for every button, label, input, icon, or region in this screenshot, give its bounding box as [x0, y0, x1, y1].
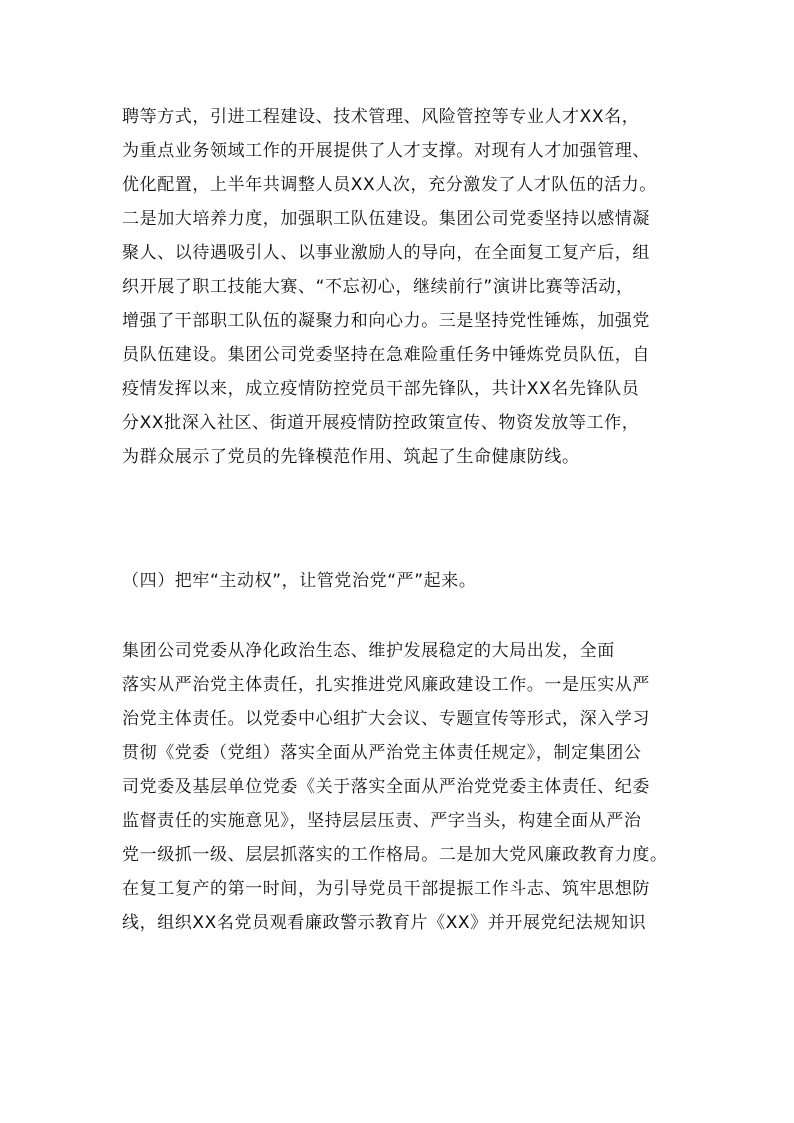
text-line: 疫情发挥以来，成立疫情防控党员干部先锋队，共计XX名先锋队员	[122, 379, 640, 399]
text-line: 落实从严治党主体责任，扎实推进党风廉政建设工作。一是压实从严	[122, 675, 650, 695]
text-line: 聘等方式，引进工程建设、技术管理、风险管控等专业人才XX名，	[122, 107, 640, 127]
text-line: 治党主体责任。以党委中心组扩大会议、专题宣传等形式，深入学习	[122, 709, 650, 729]
text-line: 为重点业务领域工作的开展提供了人才支撑。对现有人才加强管理、	[122, 141, 650, 161]
text-line: 分XX批深入社区、街道开展疫情防控政策宣传、物资发放等工作，	[122, 413, 640, 433]
text-line: 监督责任的实施意见》，坚持层层压责、严字当头，构建全面从严治	[122, 811, 642, 831]
text-line: 织开展了职工技能大赛、“不忘初心，继续前行”演讲比赛等活动，	[122, 277, 634, 297]
text-line: 员队伍建设。集团公司党委坚持在急难险重任务中锤炼党员队伍，自	[122, 345, 650, 365]
text-line: 优化配置，上半年共调整人员XX人次，充分激发了人才队伍的活力。	[122, 175, 657, 195]
section-heading	[122, 564, 682, 598]
text-line: 二是加大培养力度，加强职工队伍建设。集团公司党委坚持以感情凝	[122, 209, 650, 229]
text-line: 在复工复产的第一时间，为引导党员干部提振工作斗志、筑牢思想防	[122, 879, 650, 899]
paragraph-party-discipline	[122, 634, 682, 940]
paragraph-talent-building	[122, 100, 682, 474]
text-line: 司党委及基层单位党委《关于落实全面从严治党党委主体责任、纪委	[122, 777, 650, 797]
text-line: 为群众展示了党员的先锋模范作用、筑起了生命健康防线。	[122, 447, 580, 467]
heading-text: （四）把牢“主动权”，让管党治党“严”起来。	[122, 571, 477, 591]
text-line: 党一级抓一级、层层抓落实的工作格局。二是加大党风廉政教育力度。	[122, 845, 668, 865]
text-line: 集团公司党委从净化政治生态、维护发展稳定的大局出发，全面	[122, 641, 615, 661]
text-line: 贯彻《党委（党组）落实全面从严治党主体责任规定》，制定集团公	[122, 743, 642, 763]
text-line: 增强了干部职工队伍的凝聚力和向心力。三是坚持党性锤炼，加强党	[122, 311, 650, 331]
text-line: 聚人、以待遇吸引人、以事业激励人的导向，在全面复工复产后，组	[122, 243, 650, 263]
text-line: 线，组织XX名党员观看廉政警示教育片《XX》并开展党纪法规知识	[122, 913, 647, 933]
